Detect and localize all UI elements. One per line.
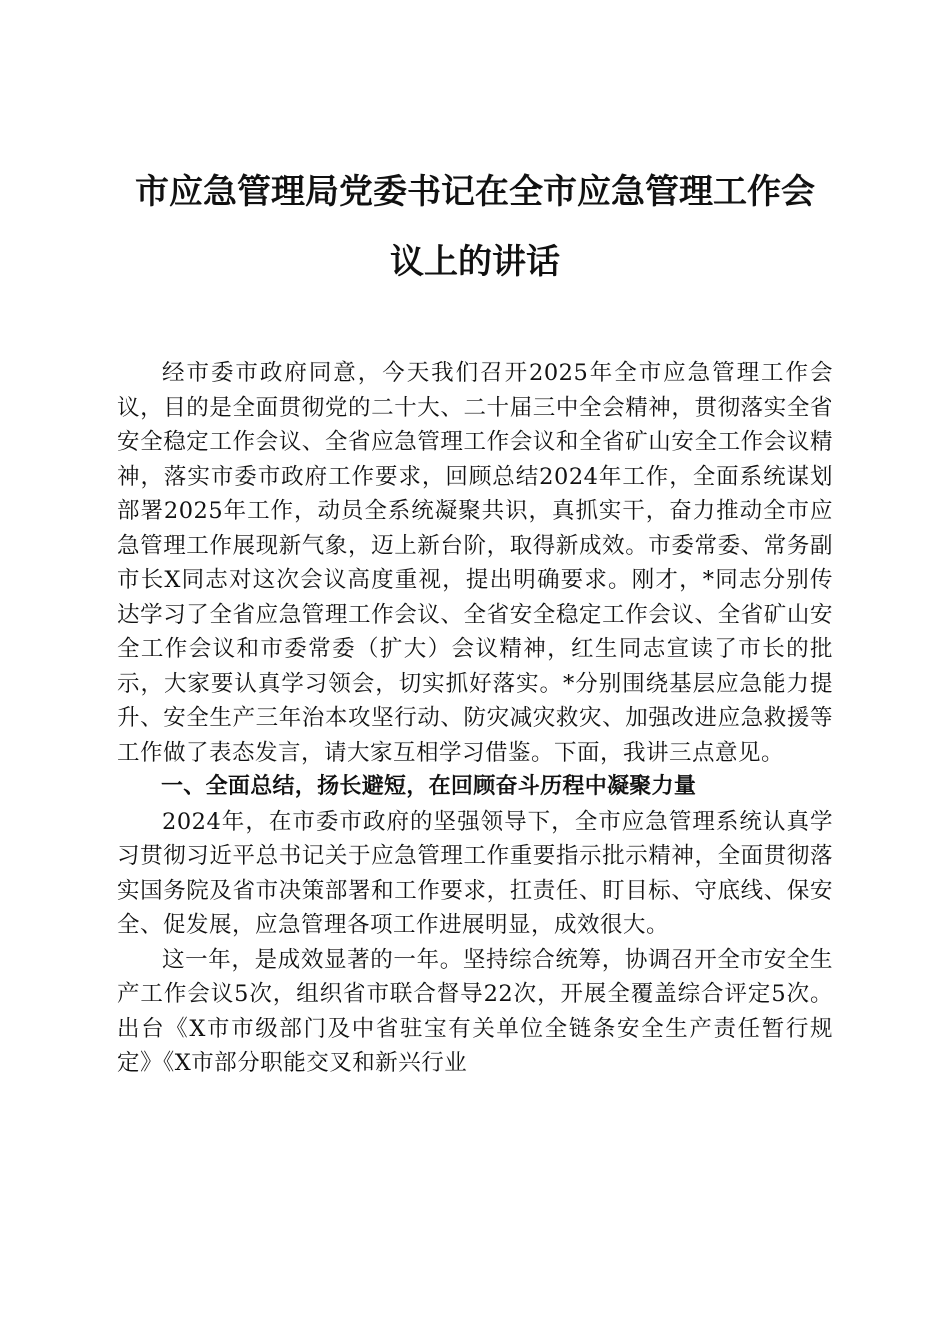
intro-paragraph: 经市委市政府同意，今天我们召开2025年全市应急管理工作会议，目的是全面贯彻党的二十大、二十届三中全会精神，贯彻落实全省安全稳定工作会议、全省应急管理工作会议和全省矿山安全工作会议精神，落实市委市政府工作要求，回顾总结2024年工作，全面系统谋划部署2025年工作，动员全系统凝聚共识，真抓实干，奋力推动全市应急管理工作展现新气象，迈上新台阶，取得新成效。市委常委、常务副市长X同志对这次会议高度重视，提出明确要求。刚才，*同志分别传达学习了全省应急管理工作会议、全省安全稳定工作会议、全省矿山安全工作会议和市委常委（扩大）会议精神，红生同志宣读了市长的批示，大家要认真学习领会，切实抓好落实。*分别围绕基层应急能力提升、安全生产三年治本攻坚行动、防灾减灾救灾、加强改进应急救援等工作做了表态发言，请大家互相学习借鉴。下面，我讲三点意见。 xyxy=(117,360,833,766)
section-paragraph-1: 2024年，在市委市政府的坚强领导下，全市应急管理系统认真学习贯彻习近平总书记关于应急管理工作重要指示批示精神，全面贯彻落实国务院及省市决策部署和工作要求，扛责任、盯目标、守底线、保安全、促发展，应急管理各项工作进展明显，成效很大。 xyxy=(117,808,833,938)
section-paragraph-2: 这一年，是成效显著的一年。坚持综合统筹，协调召开全市安全生产工作会议5次，组织省市联合督导22次，开展全覆盖综合评定5次。出台《X市市级部门及中省驻宝有关单位全链条安全生产责任暂行规定》《X市部分职能交叉和新兴行业 xyxy=(117,946,833,1076)
section-heading-1: 一、全面总结，扬长避短，在回顾奋斗历程中凝聚力量 xyxy=(161,774,697,799)
document-body xyxy=(117,356,833,1081)
document-title-line-2: 议上的讲话 xyxy=(390,242,560,282)
document-title-line-1: 市应急管理局党委书记在全市应急管理工作会 xyxy=(135,172,815,212)
